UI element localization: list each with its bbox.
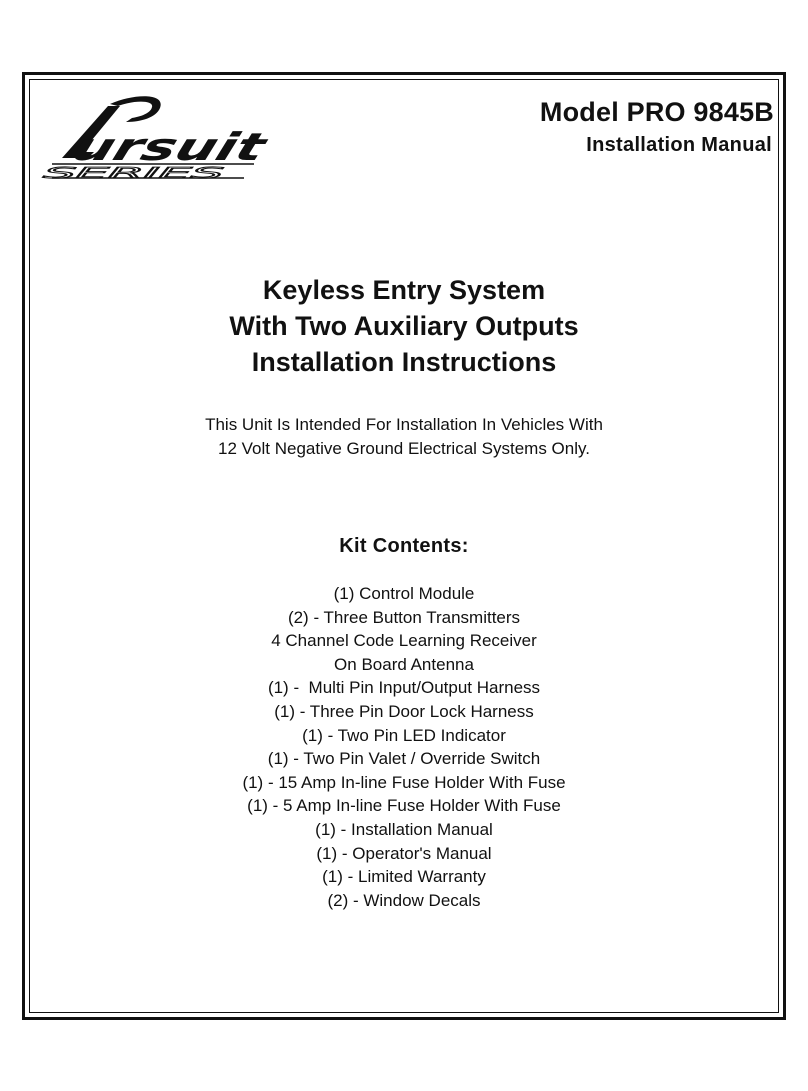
manual-type: Installation Manual (586, 134, 772, 156)
document-title (0, 272, 808, 380)
kit-item: (1) - Limited Warranty (322, 867, 486, 887)
kit-item: (2) - Window Decals (327, 890, 481, 910)
kit-item: (1) - Installation Manual (315, 819, 493, 839)
title-line: With Two Auxiliary Outputs (229, 311, 579, 341)
title-line: Keyless Entry System (262, 275, 546, 305)
pursuit-series-logo (42, 92, 280, 184)
kit-item: (2) - Three Button Transmitters (287, 607, 521, 627)
kit-item: (1) - Three Pin Door Lock Harness (274, 701, 534, 721)
kit-item: 4 Channel Code Learning Receiver (271, 631, 537, 651)
kit-contents-list (0, 582, 808, 912)
kit-item: (1) - Two Pin Valet / Override Switch (267, 749, 541, 769)
kit-item: (1) - Operator's Manual (316, 843, 492, 863)
kit-item: (1) - 5 Amp In-line Fuse Holder With Fuse (247, 796, 561, 816)
model-title: Model PRO 9845B (539, 97, 774, 127)
kit-item: (1) Control Module (333, 584, 475, 603)
model-header (540, 96, 774, 158)
kit-item: On Board Antenna (334, 654, 474, 674)
installation-notice (0, 413, 808, 461)
kit-item: (1) - Multi Pin Input/Output Harness (267, 678, 541, 698)
kit-contents-heading: Kit Contents: (339, 535, 469, 557)
logo-brand-text: ursuit (66, 125, 208, 170)
kit-item: (1) - Two Pin LED Indicator (302, 725, 506, 745)
kit-item: (1) - 15 Amp In-line Fuse Holder With Fuse (242, 772, 566, 792)
notice-line: 12 Volt Negative Ground Electrical Systems Only. (218, 439, 590, 458)
title-line: Installation Instructions (251, 347, 557, 377)
notice-line: This Unit Is Intended For Installation In Vehicles With (205, 415, 603, 434)
logo-series-text: SERIES (42, 164, 99, 182)
